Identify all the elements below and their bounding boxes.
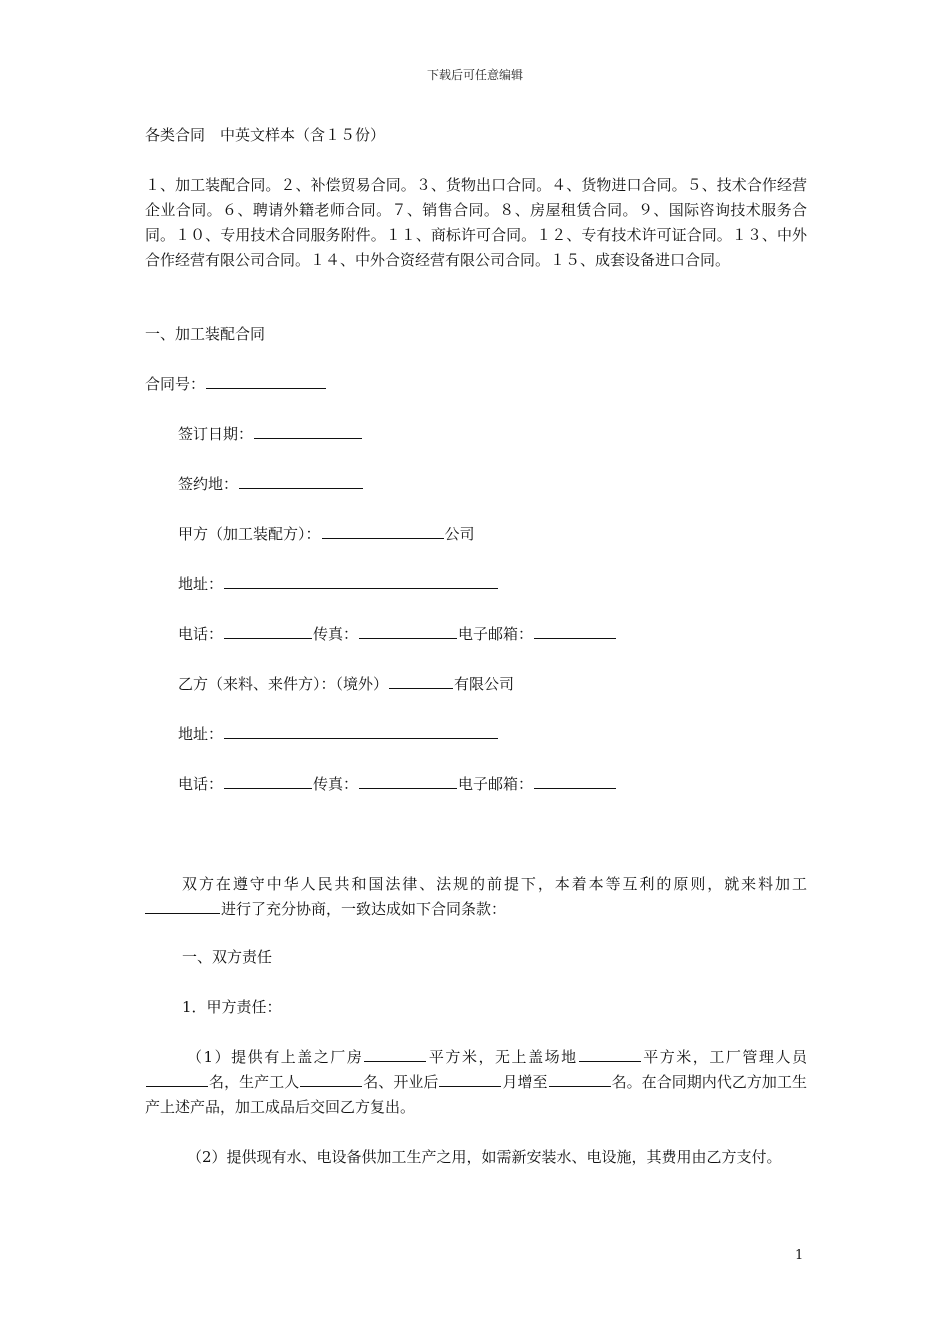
intro-paragraph <box>145 872 807 922</box>
party-a-address-field <box>178 572 499 597</box>
contract-number-label: 合同号： <box>145 375 206 393</box>
item-1-text-d: 名，生产工人 <box>209 1073 300 1091</box>
item-1-blank-2 <box>579 1045 641 1062</box>
party-a-blank <box>322 522 444 539</box>
party-b-blank <box>389 672 453 689</box>
fax-blank <box>359 622 457 639</box>
party-a-label: 甲方（加工装配方）： <box>178 525 321 543</box>
fax-label: 传真： <box>313 625 359 643</box>
party-a-suffix: 公司 <box>444 525 475 543</box>
email-label: 电子邮箱： <box>458 775 534 793</box>
page-header: 下载后可任意编辑 <box>426 68 523 82</box>
item-1-blank-1 <box>364 1045 426 1062</box>
address-blank <box>224 572 498 589</box>
sign-place-label: 签约地： <box>178 475 239 493</box>
section-title: 一、加工装配合同 <box>145 325 266 343</box>
phone-label: 电话： <box>178 625 224 643</box>
sign-date-label: 签订日期： <box>178 425 254 443</box>
party-a-field <box>178 522 475 547</box>
contents-list: １、加工装配合同。２、补偿贸易合同。３、货物出口合同。４、货物进口合同。５、技术合作经营企业合同。６、聘请外籍老师合同。７、销售合同。８、房屋租赁合同。９、国际咨询技术服务合同。１０、专用技术合同服务附件。１１、商标许可合同。１２、专有技术许可证合同。１３、中外合作经营有限公司合同。１４、中外合资经营有限公司合同。１５、成套设备进口合同。 <box>145 176 807 269</box>
email-blank <box>534 772 616 789</box>
address-label: 地址： <box>178 725 224 743</box>
item-1-blank-4 <box>300 1070 362 1087</box>
party-a-contact-field <box>178 622 617 647</box>
sub-heading: 1．甲方责任： <box>182 998 282 1016</box>
item-1-text-f: 月增至 <box>502 1073 548 1091</box>
item-1-text-c: 平方米，工厂管理人员 <box>641 1048 807 1066</box>
fax-blank <box>359 772 457 789</box>
item-1-text-g: 名。在合同期内代乙方加工生产上述产品，加工成品后交回乙方复出。 <box>145 1073 807 1116</box>
item-1-blank-6 <box>549 1070 611 1087</box>
phone-label: 电话： <box>178 775 224 793</box>
sign-place-field <box>178 472 364 497</box>
clause-heading: 一、双方责任 <box>182 948 273 966</box>
contract-number-blank <box>206 372 326 389</box>
party-b-suffix: 有限公司 <box>454 675 515 693</box>
phone-blank <box>224 622 312 639</box>
party-b-label: 乙方（来料、来件方）：（境外） <box>178 675 389 693</box>
item-1-text-a: （1）提供有上盖之厂房 <box>187 1048 364 1066</box>
sign-date-field <box>178 422 363 447</box>
page-number: 1 <box>795 1248 804 1263</box>
item-1-paragraph <box>145 1045 807 1120</box>
party-b-contact-field <box>178 772 617 797</box>
email-blank <box>534 622 616 639</box>
item-1-text-b: 平方米，无上盖场地 <box>427 1048 578 1066</box>
document-title: 各类合同 中英文样本（含１５份） <box>145 126 386 144</box>
item-1-text-e: 名、开业后 <box>363 1073 439 1091</box>
contract-number-field <box>145 372 327 397</box>
intro-text-2: 进行了充分协商，一致达成如下合同条款： <box>221 900 507 918</box>
party-b-field <box>178 672 514 697</box>
sign-place-blank <box>239 472 363 489</box>
sign-date-blank <box>254 422 362 439</box>
item-2-paragraph: （2）提供现有水、电设备供加工生产之用，如需新安装水、电设施，其费用由乙方支付。 <box>187 1148 782 1166</box>
item-1-blank-3 <box>146 1070 208 1087</box>
phone-blank <box>224 772 312 789</box>
address-blank <box>224 722 498 739</box>
address-label: 地址： <box>178 575 224 593</box>
item-1-blank-5 <box>439 1070 501 1087</box>
intro-text-1: 双方在遵守中华人民共和国法律、法规的前提下，本着本等互利的原则，就来料加工 <box>182 875 807 893</box>
intro-blank <box>145 897 220 914</box>
party-b-address-field <box>178 722 499 747</box>
email-label: 电子邮箱： <box>458 625 534 643</box>
fax-label: 传真： <box>313 775 359 793</box>
